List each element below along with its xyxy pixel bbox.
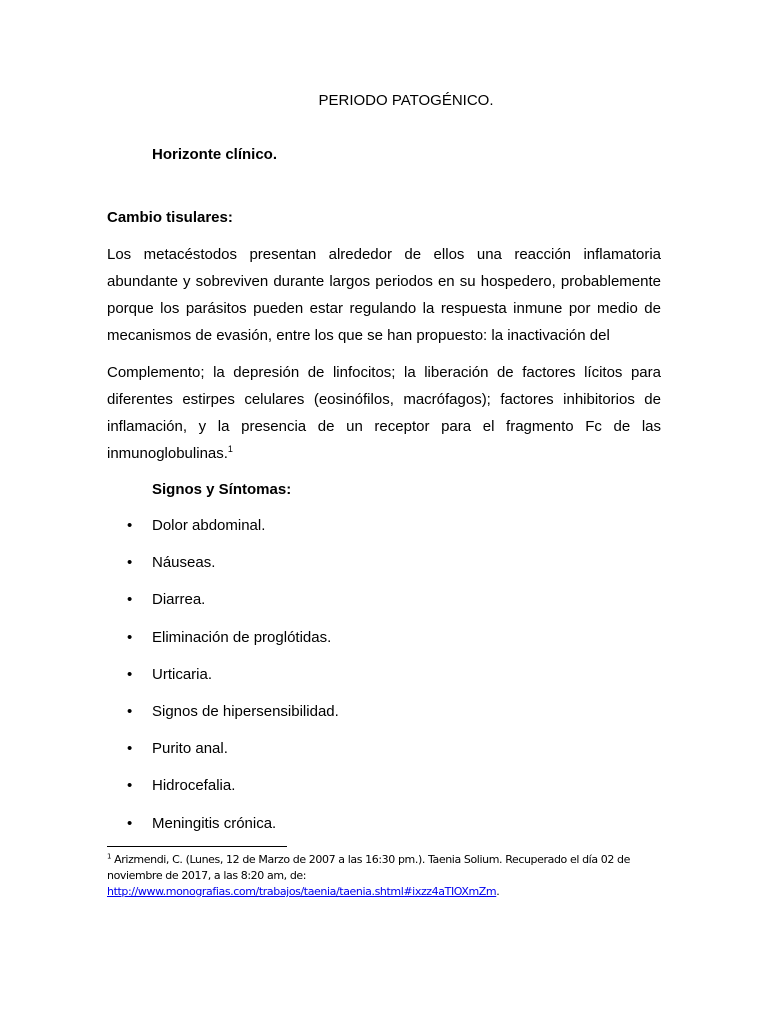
symptom-item (0, 552, 768, 589)
bullet-icon: • (127, 702, 133, 720)
symptom-label: Signos de hipersensibilidad. (152, 702, 339, 720)
symptom-item (0, 775, 768, 812)
bullet-icon: • (127, 517, 133, 534)
symptom-item (0, 627, 768, 664)
footnote-citation: Arizmendi, C. (Lunes, 12 de Marzo de 2007 a las 16:30 pm.). Taenia Solium. Recuperado el día 02 de noviembre de 2017, a las 8:20 am, de: (107, 853, 631, 882)
symptom-label: Hidrocefalia. (152, 777, 236, 795)
symptom-item (0, 515, 768, 552)
heading-cambio-tisulares: Cambio tisulares: (107, 209, 233, 226)
symptom-item (0, 664, 768, 701)
heading-signos-sintomas: Signos y Síntomas: (152, 481, 292, 498)
symptom-label: Eliminación de proglótidas. (152, 628, 332, 646)
footnote-link-period: . (496, 885, 500, 898)
symptom-item (0, 813, 768, 850)
paragraph-complemento-text: Complemento; la depresión de linfocitos; la liberación de factores lícitos para diferentes estirpes celulares (eosinófilos, macrófagos); factores inhibitorios de inflamación, y la presencia de un receptor para el fragmento Fc de las inmunoglobulinas. (107, 364, 661, 462)
bullet-icon: • (127, 777, 133, 795)
footnote (107, 852, 667, 900)
symptom-item (0, 738, 768, 775)
bullet-icon: • (127, 814, 133, 832)
paragraph-complemento (107, 359, 661, 467)
heading-horizonte-clinico: Horizonte clínico. (152, 146, 278, 163)
footnote-separator (107, 846, 287, 847)
symptom-item (0, 701, 768, 738)
symptom-item (0, 589, 768, 626)
symptom-label: Dolor abdominal. (152, 517, 266, 534)
footnote-marker: 1 (107, 852, 112, 861)
symptom-label: Urticaria. (152, 665, 213, 683)
paragraph-metacestodos: Los metacéstodos presentan alrededor de ellos una reacción inflamatoria abundante y sobreviven durante largos periodos en su hospedero, probablemente porque los parásitos pueden estar regulando la respuesta inmune por medio de mecanismos de evasión, entre los que se han propuesto: la inactivación del (107, 246, 661, 344)
bullet-icon: • (127, 740, 133, 758)
symptom-label: Náuseas. (152, 554, 216, 572)
bullet-icon: • (127, 591, 133, 609)
page-title: PERIODO PATOGÉNICO. (318, 92, 494, 109)
symptom-label: Diarrea. (152, 591, 206, 609)
symptom-label: Meningitis crónica. (152, 814, 277, 832)
footnote-reference: 1 (227, 444, 233, 454)
bullet-icon: • (127, 554, 133, 572)
footnote-link[interactable]: http://www.monografias.com/trabajos/taenia/taenia.shtml#ixzz4aTIOXmZm (107, 885, 497, 898)
bullet-icon: • (127, 628, 133, 646)
symptom-label: Purito anal. (152, 740, 228, 758)
bullet-icon: • (127, 665, 133, 683)
symptom-list (0, 515, 768, 850)
